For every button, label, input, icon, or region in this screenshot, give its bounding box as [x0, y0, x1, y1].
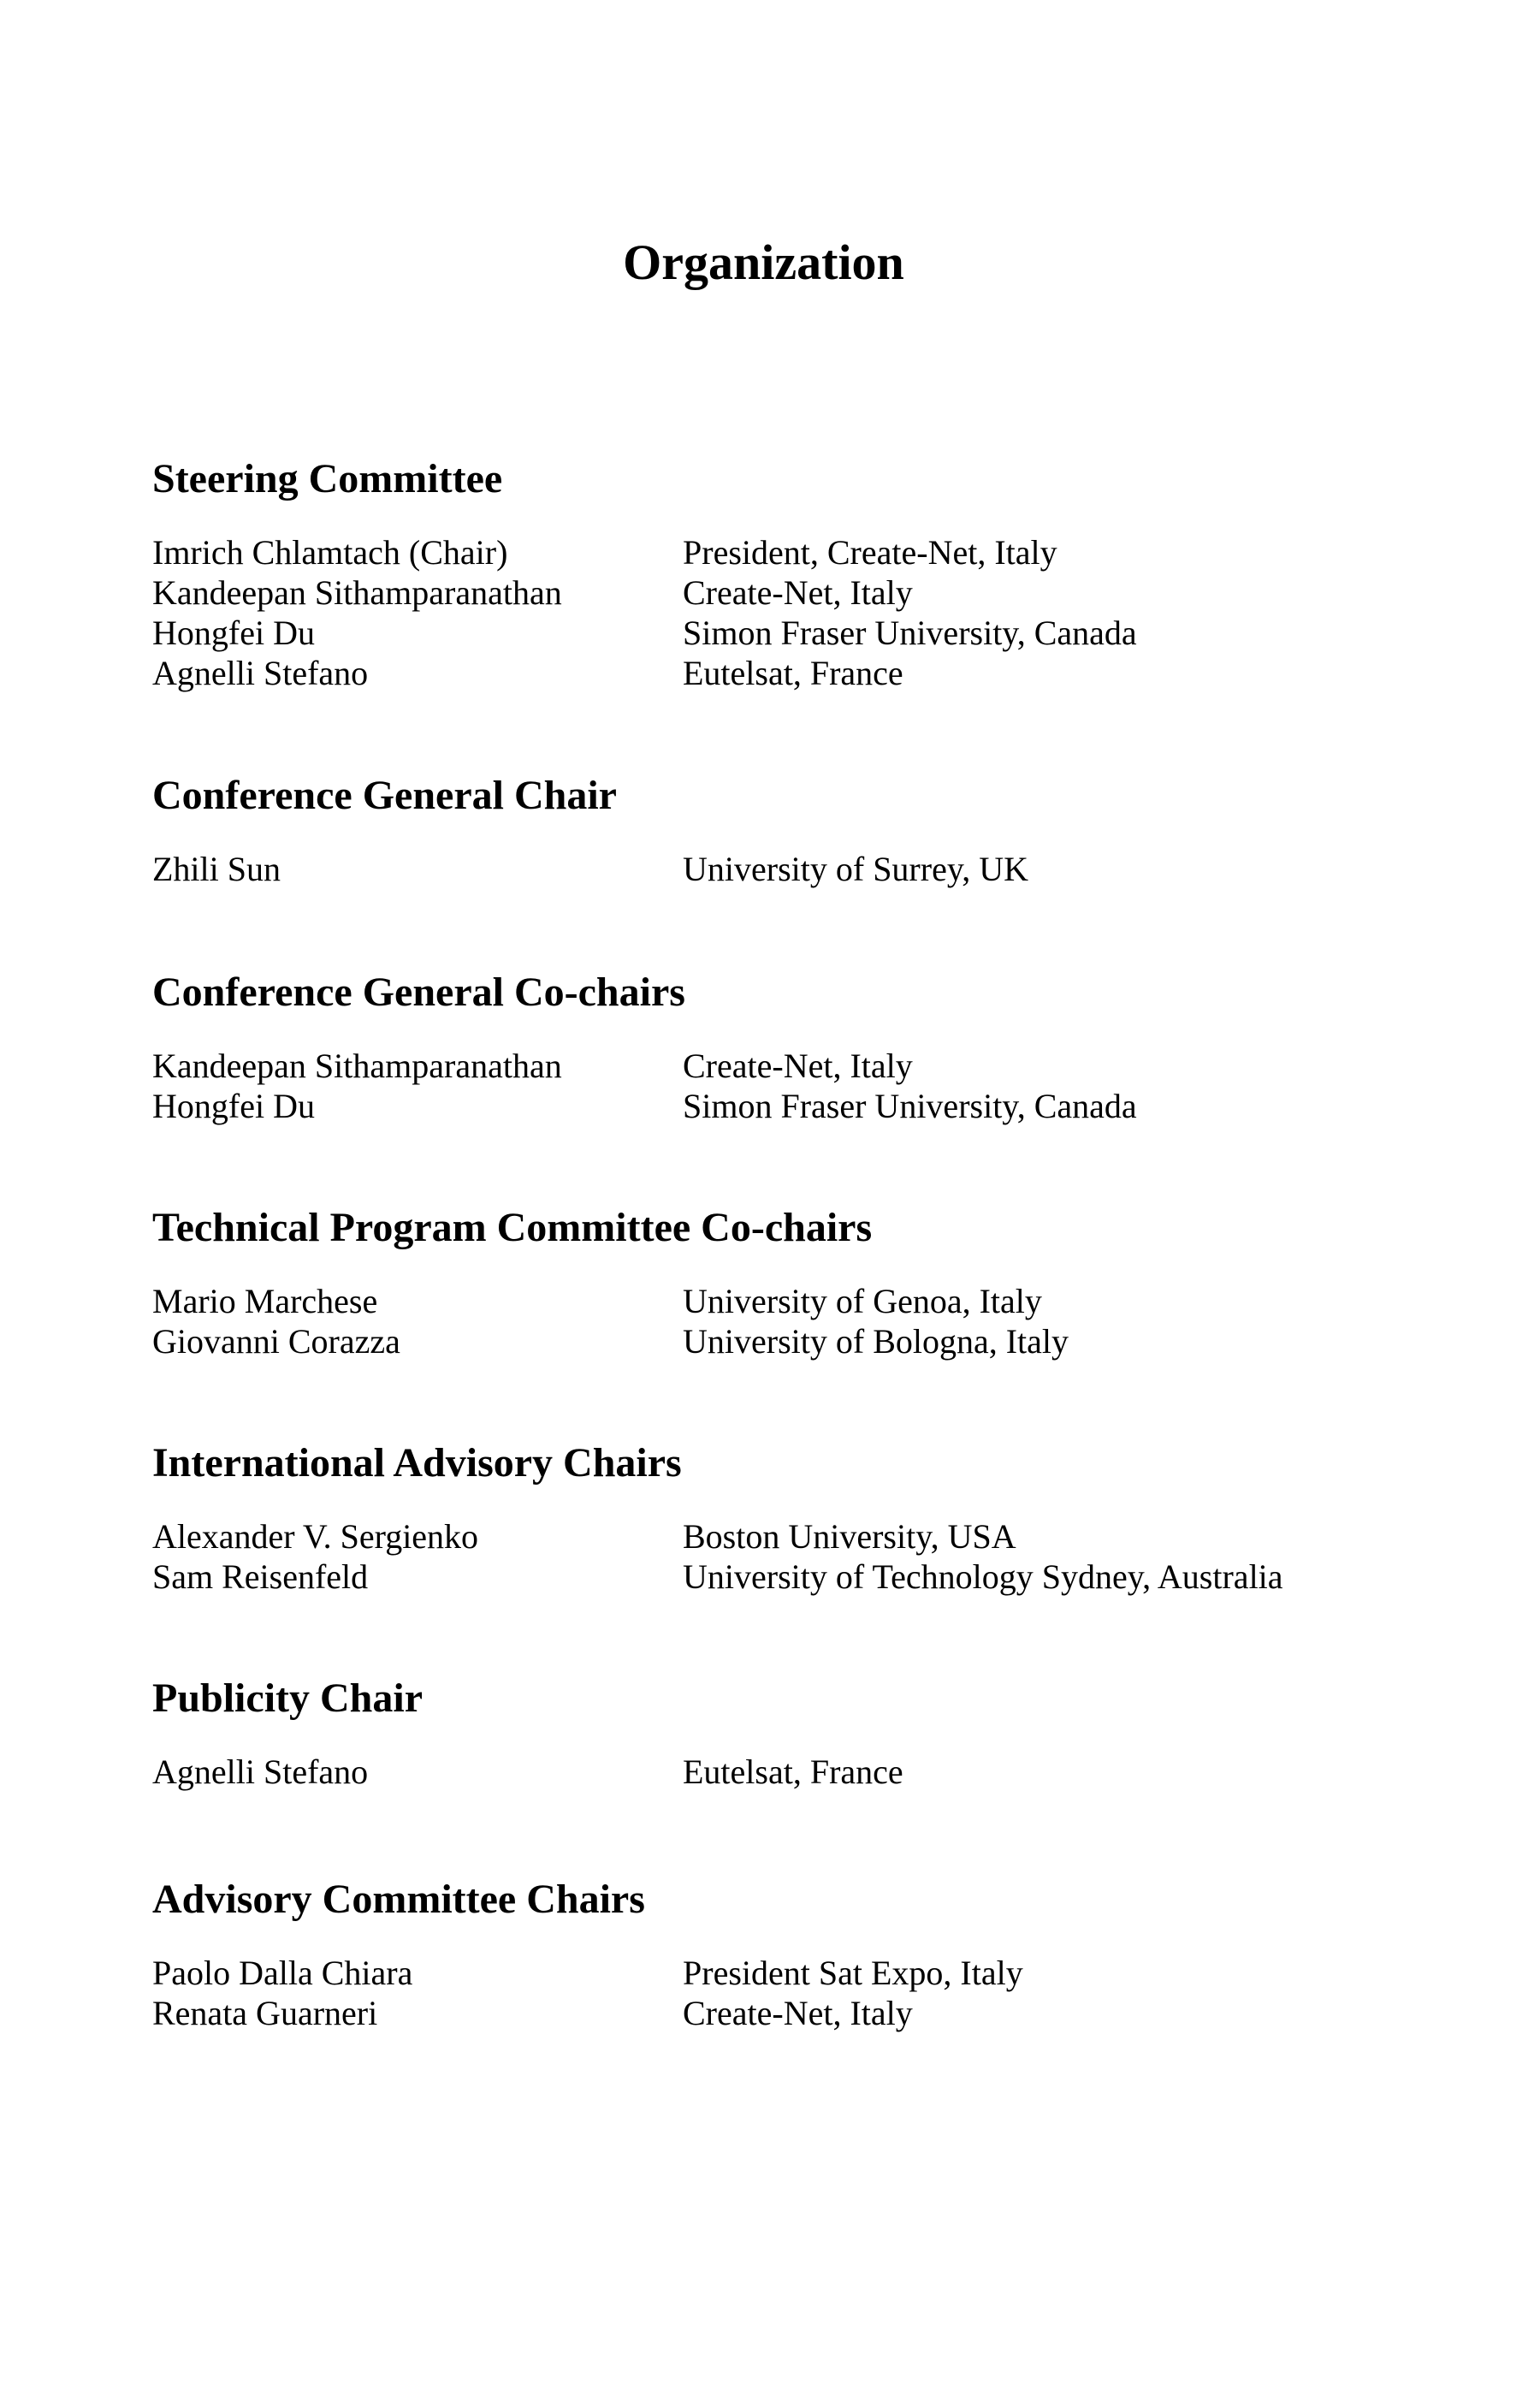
- member-row: [152, 1953, 1436, 1993]
- section-technical-program-committee-co-chairs: [152, 1202, 1436, 1361]
- section-heading: Conference General Co-chairs: [152, 970, 685, 1015]
- member-affiliation: Eutelsat, France: [683, 1752, 903, 1791]
- section-conference-general-chair: [152, 770, 1436, 889]
- member-row: [152, 613, 1436, 653]
- section-conference-general-co-chairs: [152, 967, 1436, 1126]
- section-steering-committee: [152, 454, 1436, 693]
- member-row: [152, 532, 1436, 572]
- member-name: Paolo Dalla Chiara: [152, 1954, 413, 1992]
- member-affiliation: Boston University, USA: [683, 1517, 1016, 1556]
- member-affiliation: Create-Net, Italy: [683, 1994, 913, 2032]
- member-row: [152, 653, 1436, 693]
- member-name: Kandeepan Sithamparanathan: [152, 1047, 562, 1085]
- member-name: Hongfei Du: [152, 1087, 315, 1125]
- member-affiliation: President, Create-Net, Italy: [683, 533, 1057, 572]
- member-name: Giovanni Corazza: [152, 1322, 400, 1361]
- member-affiliation: University of Genoa, Italy: [683, 1282, 1042, 1320]
- member-name: Renata Guarneri: [152, 1994, 378, 2032]
- member-affiliation: University of Surrey, UK: [683, 850, 1029, 888]
- section-heading: Technical Program Committee Co-chairs: [152, 1205, 873, 1250]
- section-advisory-committee-chairs: [152, 1874, 1436, 2033]
- section-international-advisory-chairs: [152, 1438, 1436, 1597]
- member-row: [152, 849, 1436, 889]
- member-name: Alexander V. Sergienko: [152, 1517, 479, 1556]
- member-row: [152, 1557, 1436, 1597]
- member-name: Zhili Sun: [152, 850, 281, 888]
- member-affiliation: University of Technology Sydney, Australia: [683, 1557, 1283, 1596]
- member-affiliation: Simon Fraser University, Canada: [683, 614, 1137, 652]
- section-heading: Advisory Committee Chairs: [152, 1877, 645, 1922]
- member-row: [152, 1281, 1436, 1321]
- member-row: [152, 1516, 1436, 1557]
- section-heading: Steering Committee: [152, 456, 503, 501]
- section-heading: International Advisory Chairs: [152, 1440, 682, 1486]
- section-heading: Conference General Chair: [152, 773, 617, 818]
- member-row: [152, 1321, 1436, 1361]
- member-affiliation: University of Bologna, Italy: [683, 1322, 1069, 1361]
- page-title: Organization: [623, 234, 904, 290]
- member-affiliation: Simon Fraser University, Canada: [683, 1087, 1137, 1125]
- member-name: Sam Reisenfeld: [152, 1557, 369, 1596]
- member-affiliation: Eutelsat, France: [683, 654, 903, 692]
- member-affiliation: Create-Net, Italy: [683, 1047, 913, 1085]
- member-row: [152, 1752, 1436, 1792]
- section-publicity-chair: [152, 1673, 1436, 1792]
- member-name: Agnelli Stefano: [152, 1752, 369, 1791]
- member-affiliation: Create-Net, Italy: [683, 573, 913, 612]
- member-name: Kandeepan Sithamparanathan: [152, 573, 562, 612]
- section-heading: Publicity Chair: [152, 1675, 424, 1721]
- member-name: Imrich Chlamtach (Chair): [152, 533, 508, 572]
- member-name: Agnelli Stefano: [152, 654, 369, 692]
- member-affiliation: President Sat Expo, Italy: [683, 1954, 1023, 1992]
- member-name: Mario Marchese: [152, 1282, 378, 1320]
- member-row: [152, 1086, 1436, 1126]
- member-row: [152, 1993, 1436, 2033]
- member-row: [152, 1046, 1436, 1086]
- member-name: Hongfei Du: [152, 614, 315, 652]
- member-row: [152, 572, 1436, 613]
